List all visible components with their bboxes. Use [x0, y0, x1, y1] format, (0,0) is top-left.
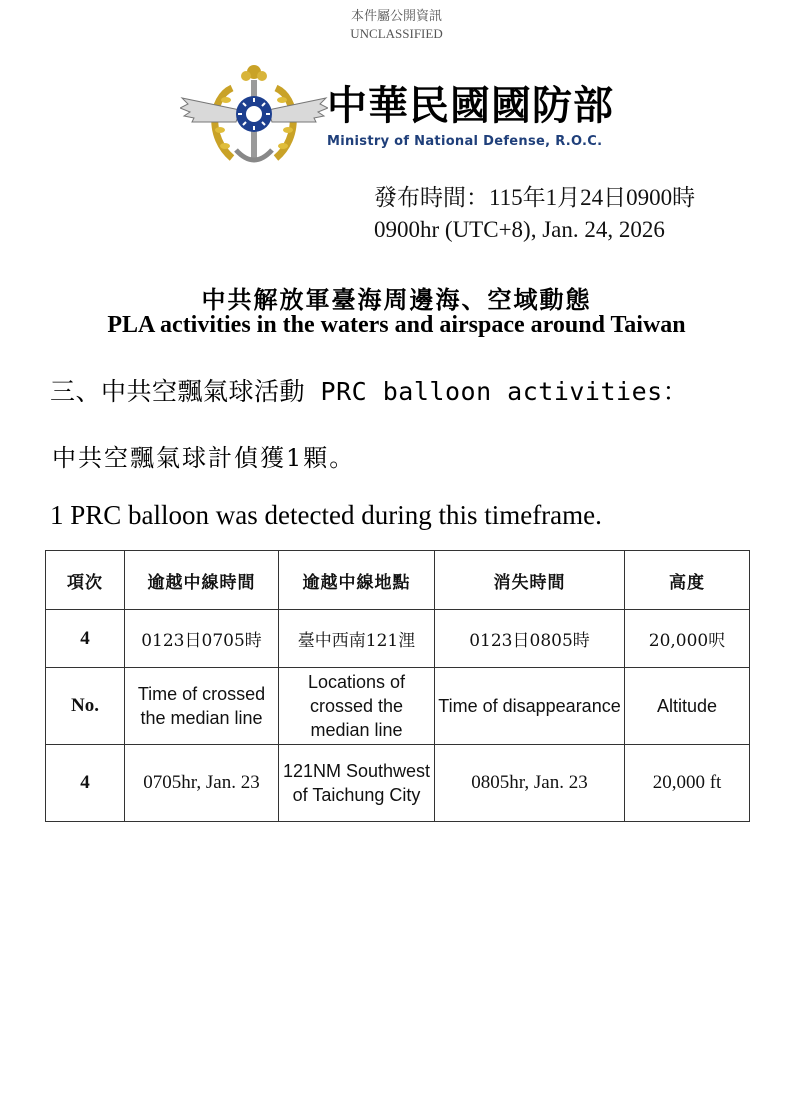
table-header-cell: 項次: [46, 551, 125, 610]
table-header-cell: No.: [46, 668, 125, 745]
ministry-name-en: Ministry of National Defense, R.O.C.: [327, 134, 603, 149]
table-row: [46, 610, 750, 668]
ministry-name-zh: 中華民國國防部: [327, 83, 614, 129]
release-time: [374, 182, 695, 246]
classification-en: UNCLASSIFIED: [350, 26, 443, 41]
table-header-cell: 逾越中線時間: [125, 551, 279, 610]
table-cell: 0123日0805時: [435, 610, 625, 668]
table-header-cell: 消失時間: [435, 551, 625, 610]
table-header-cell: 逾越中線地點: [279, 551, 435, 610]
table-header-cell: Time of disappearance: [435, 668, 625, 745]
table-cell: 0805hr, Jan. 23: [435, 745, 625, 822]
table-cell: 0705hr, Jan. 23: [125, 745, 279, 822]
table-cell: 4: [46, 745, 125, 822]
classification-zh: 本件屬公開資訊: [350, 8, 442, 23]
section-heading: 三、中共空飄氣球活動 PRC balloon activities：: [50, 377, 689, 406]
table-cell: 20,000 ft: [625, 745, 750, 822]
document-title-zh: 中共解放軍臺海周邊海、空域動態: [201, 285, 592, 314]
balloon-activity-table: [45, 550, 750, 822]
table-cell: 121NM Southwest of Taichung City: [279, 745, 435, 822]
table-cell: 20,000呎: [625, 610, 750, 668]
table-cell: 0123日0705時: [125, 610, 279, 668]
table-header-cell: 高度: [625, 551, 750, 610]
release-time-zh: 發布時間：115年1月24日0900時: [374, 185, 696, 210]
table-header-cell: Altitude: [625, 668, 750, 745]
table-cell: 4: [46, 610, 125, 668]
table-row: [46, 745, 750, 822]
release-time-en: 0900hr (UTC+8), Jan. 24, 2026: [374, 217, 665, 242]
table-header-row: [46, 551, 750, 610]
document-title-en: PLA activities in the waters and airspace around Taiwan: [107, 312, 686, 338]
table-header-row-en: [46, 668, 750, 745]
classification-label: [0, 7, 793, 43]
table-cell: 臺中西南121浬: [279, 610, 435, 668]
detection-summary-zh: 中共空飄氣球計偵獲1顆。: [52, 444, 356, 472]
table-header-cell: Time of crossed the median line: [125, 668, 279, 745]
ministry-emblem-icon: [180, 58, 328, 176]
table-header-cell: Locations of crossed the median line: [279, 668, 435, 745]
detection-summary-en: 1 PRC balloon was detected during this timeframe.: [50, 500, 602, 530]
